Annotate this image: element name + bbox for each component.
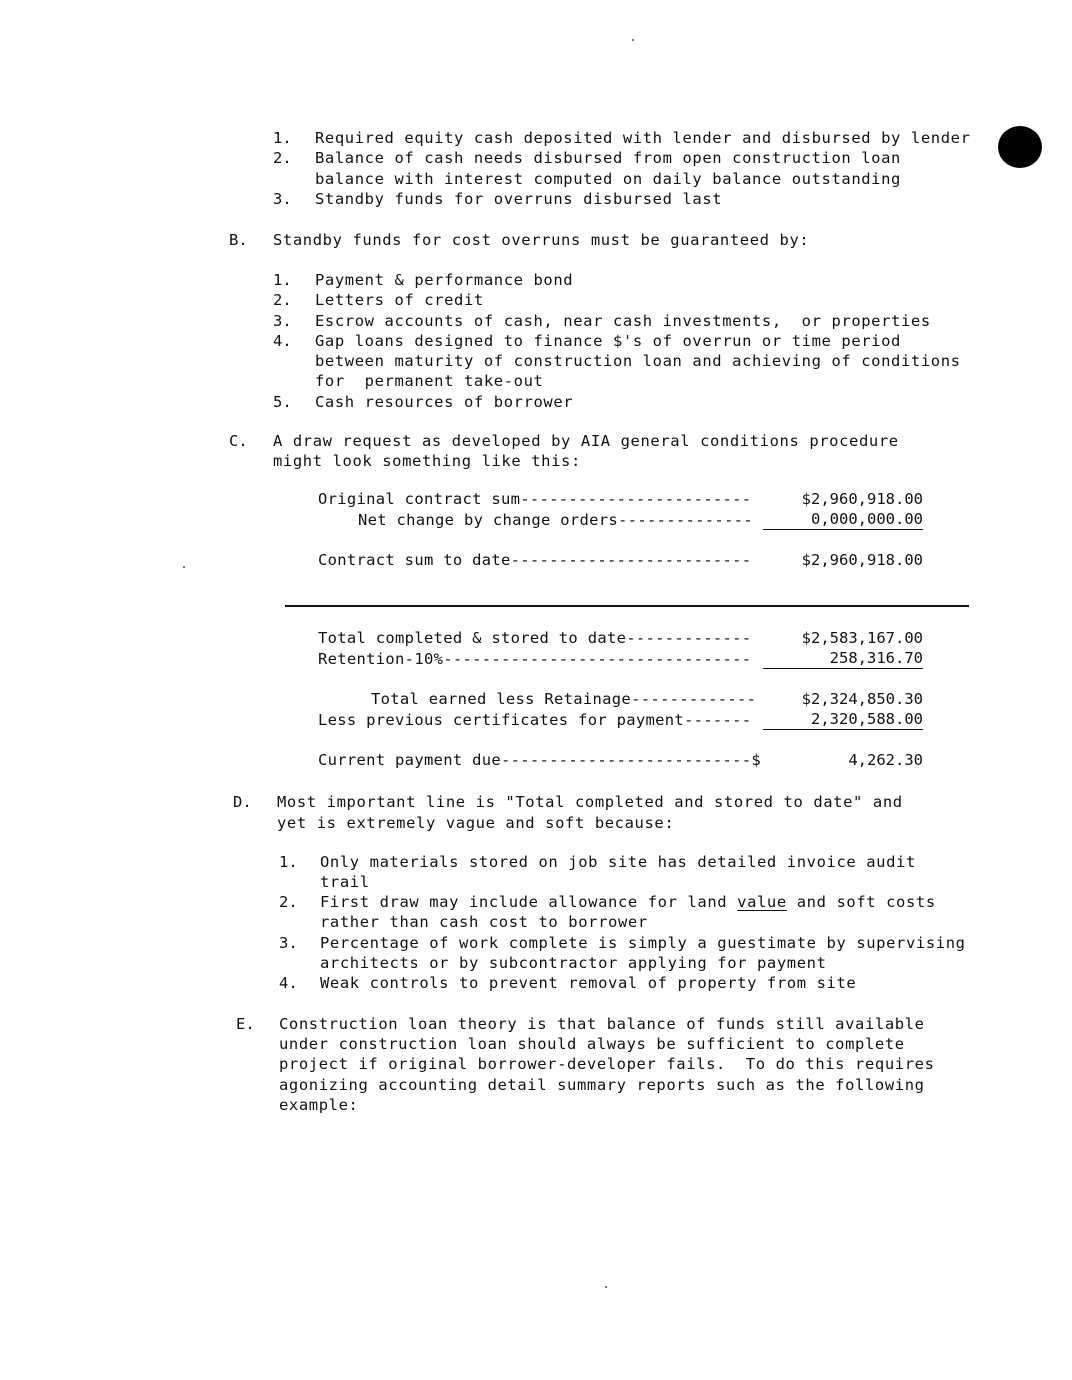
list-item-text: Letters of credit <box>315 291 484 309</box>
list-item-text: between maturity of construction loan and achieving of conditions <box>315 352 961 370</box>
list-item-text: Escrow accounts of cash, near cash investments, or properties <box>315 312 931 330</box>
list-number: 1. <box>273 129 292 147</box>
section-divider <box>285 605 969 607</box>
section-heading: might look something like this: <box>273 452 581 470</box>
draw-row-amount: 2,320,588.00 <box>763 710 923 730</box>
list-item-text: Percentage of work complete is simply a guestimate by supervising <box>320 934 966 952</box>
draw-row-label: Total completed & stored to date------------- <box>318 629 752 647</box>
draw-row-label: Original contract sum------------------------ <box>318 490 752 508</box>
section-heading: yet is extremely vague and soft because: <box>277 814 675 832</box>
draw-row-label: Less previous certificates for payment------- <box>318 711 752 729</box>
list-item-text: Balance of cash needs disbursed from open construction loan <box>315 149 901 167</box>
list-item-text: for permanent take-out <box>315 372 544 390</box>
draw-row-amount: 4,262.30 <box>848 751 923 769</box>
list-item-text: Required equity cash deposited with lender and disbursed by lender <box>315 129 971 147</box>
list-item-text: Standby funds for overruns disbursed last <box>315 190 723 208</box>
list-item-text: architects or by subcontractor applying for payment <box>320 954 827 972</box>
paragraph-line: project if original borrower-developer fails. To do this requires <box>279 1055 935 1073</box>
draw-row-amount: $2,324,850.30 <box>801 690 923 708</box>
list-item-text: Cash resources of borrower <box>315 393 574 411</box>
section-heading: A draw request as developed by AIA general conditions procedure <box>273 432 899 450</box>
scan-speck <box>632 39 634 41</box>
list-item-text: rather than cash cost to borrower <box>320 913 648 931</box>
draw-row-label: Current payment due--------------------------$ <box>318 751 762 769</box>
section-letter: B. <box>229 231 248 249</box>
list-number: 5. <box>273 393 292 411</box>
draw-row-label: Contract sum to date------------------------- <box>318 551 752 569</box>
scan-speck <box>605 1286 607 1288</box>
list-number: 1. <box>279 853 298 871</box>
list-number: 3. <box>279 934 298 952</box>
list-item-text: Gap loans designed to finance $'s of overrun or time period <box>315 332 901 350</box>
list-item-text: balance with interest computed on daily balance outstanding <box>315 170 901 188</box>
paragraph-line: agonizing accounting detail summary reports such as the following <box>279 1076 925 1094</box>
scan-speck <box>183 566 185 568</box>
list-number: 1. <box>273 271 292 289</box>
draw-row-amount: 0,000,000.00 <box>763 510 923 530</box>
draw-row-amount: $2,583,167.00 <box>801 629 923 647</box>
list-number: 3. <box>273 312 292 330</box>
list-number: 4. <box>279 974 298 992</box>
section-heading: Most important line is "Total completed and stored to date" and <box>277 793 903 811</box>
paragraph-line: Construction loan theory is that balance of funds still available <box>279 1015 925 1033</box>
list-item-text: First draw may include allowance for land value and soft costs <box>320 893 936 911</box>
section-heading: Standby funds for cost overruns must be guaranteed by: <box>273 231 810 249</box>
list-number: 3. <box>273 190 292 208</box>
section-letter: E. <box>236 1015 255 1033</box>
list-item-text: Weak controls to prevent removal of property from site <box>320 974 857 992</box>
list-number: 2. <box>273 291 292 309</box>
paragraph-line: example: <box>279 1096 359 1114</box>
section-letter: D. <box>233 793 252 811</box>
list-number: 4. <box>273 332 292 350</box>
list-number: 2. <box>273 149 292 167</box>
list-number: 2. <box>279 893 298 911</box>
list-item-text: Payment & performance bond <box>315 271 574 289</box>
draw-row-label: Total earned less Retainage------------- <box>371 690 757 708</box>
draw-row-label: Net change by change orders-------------- <box>358 511 753 529</box>
scan-blot <box>998 126 1042 168</box>
draw-row-label: Retention-10%-------------------------------- <box>318 650 752 668</box>
list-item-text: trail <box>320 873 370 891</box>
draw-row-amount: $2,960,918.00 <box>801 551 923 569</box>
underlined-word: value <box>737 893 787 911</box>
list-item-text: Only materials stored on job site has detailed invoice audit <box>320 853 916 871</box>
paragraph-line: under construction loan should always be sufficient to complete <box>279 1035 905 1053</box>
section-letter: C. <box>229 432 248 450</box>
draw-row-amount: $2,960,918.00 <box>801 490 923 508</box>
draw-row-amount: 258,316.70 <box>763 649 923 669</box>
